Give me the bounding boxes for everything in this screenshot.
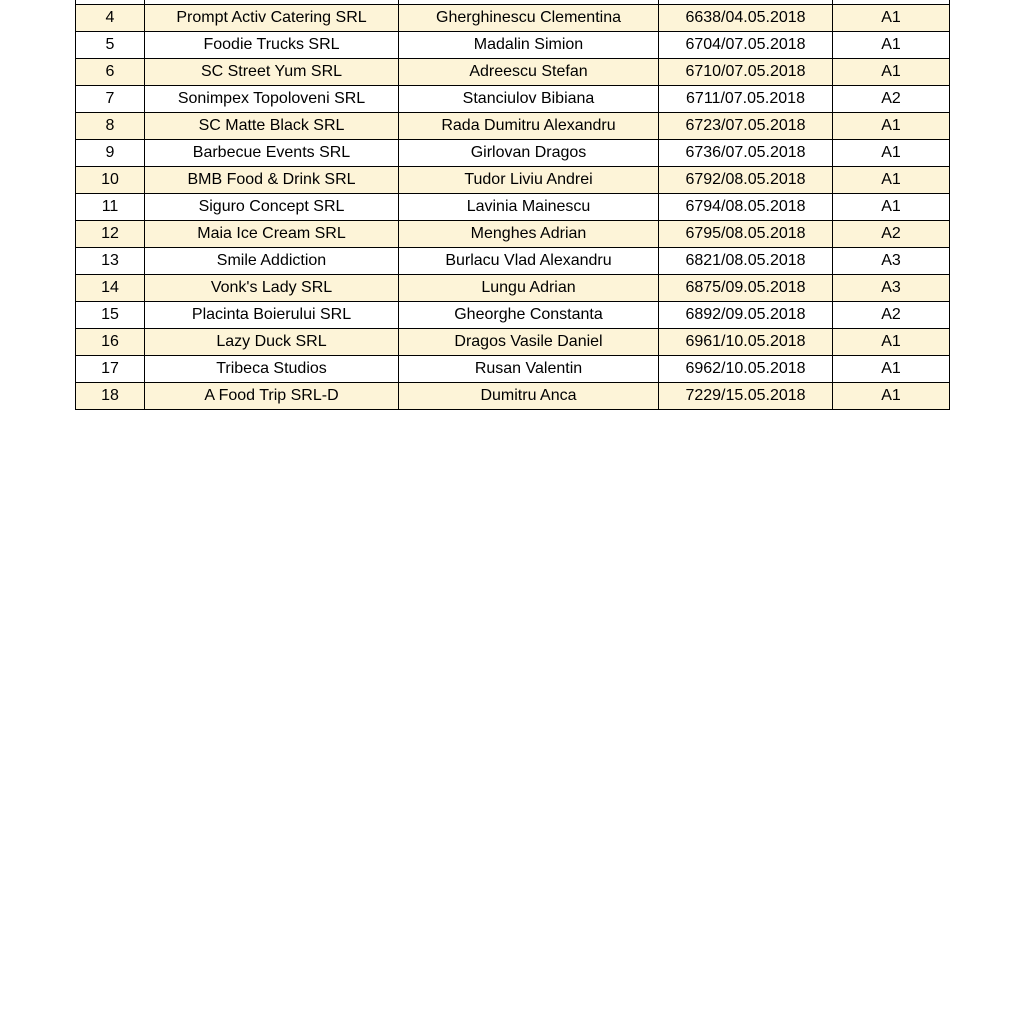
- cell-category: A1: [833, 194, 950, 221]
- cell-category: A1: [833, 167, 950, 194]
- cell-company: Placinta Boierului SRL: [145, 302, 399, 329]
- cell-company: Smile Addiction: [145, 248, 399, 275]
- registry-table: [75, 0, 950, 410]
- cell-person: Lavinia Mainescu: [399, 194, 659, 221]
- cell-registration: 6710/07.05.2018: [659, 59, 833, 86]
- table-row: [76, 59, 950, 86]
- cell-category: A1: [833, 5, 950, 32]
- cell-registration: 6794/08.05.2018: [659, 194, 833, 221]
- cell-registration: 6711/07.05.2018: [659, 86, 833, 113]
- cell-registration: 6961/10.05.2018: [659, 329, 833, 356]
- table-row: [76, 383, 950, 410]
- cell-company: SC Street Yum SRL: [145, 59, 399, 86]
- cell-nr: 14: [76, 275, 145, 302]
- cell-nr: 13: [76, 248, 145, 275]
- table-row: [76, 167, 950, 194]
- table-row: [76, 356, 950, 383]
- cell-company: Tribeca Studios: [145, 356, 399, 383]
- table-row: [76, 32, 950, 59]
- cell-nr: 11: [76, 194, 145, 221]
- cell-registration: 6723/07.05.2018: [659, 113, 833, 140]
- cell-registration: 7229/15.05.2018: [659, 383, 833, 410]
- cell-nr: 16: [76, 329, 145, 356]
- cell-person: Gherghinescu Clementina: [399, 5, 659, 32]
- cell-company: Maia Ice Cream SRL: [145, 221, 399, 248]
- cell-nr: 17: [76, 356, 145, 383]
- cell-company: Siguro Concept SRL: [145, 194, 399, 221]
- cell-company: Vonk's Lady SRL: [145, 275, 399, 302]
- cell-nr: 7: [76, 86, 145, 113]
- cell-registration: 6792/08.05.2018: [659, 167, 833, 194]
- cell-person: Gheorghe Constanta: [399, 302, 659, 329]
- cell-nr: 9: [76, 140, 145, 167]
- table-row: [76, 248, 950, 275]
- cell-company: Prompt Activ Catering SRL: [145, 5, 399, 32]
- registry-table-wrapper: [75, 0, 949, 410]
- cell-nr: 5: [76, 32, 145, 59]
- cell-category: A1: [833, 329, 950, 356]
- cell-person: Stanciulov Bibiana: [399, 86, 659, 113]
- cell-person: Rusan Valentin: [399, 356, 659, 383]
- cell-person: Rada Dumitru Alexandru: [399, 113, 659, 140]
- cell-category: A1: [833, 32, 950, 59]
- cell-nr: 8: [76, 113, 145, 140]
- cell-registration: 6892/09.05.2018: [659, 302, 833, 329]
- table-row: [76, 140, 950, 167]
- table-row: [76, 194, 950, 221]
- cell-registration: 6736/07.05.2018: [659, 140, 833, 167]
- cell-person: Dumitru Anca: [399, 383, 659, 410]
- cell-nr: 10: [76, 167, 145, 194]
- cell-person: Lungu Adrian: [399, 275, 659, 302]
- cell-nr: 6: [76, 59, 145, 86]
- cell-person: Madalin Simion: [399, 32, 659, 59]
- cell-person: Adreescu Stefan: [399, 59, 659, 86]
- cell-registration: 6795/08.05.2018: [659, 221, 833, 248]
- cell-company: Foodie Trucks SRL: [145, 32, 399, 59]
- cell-nr: 12: [76, 221, 145, 248]
- cell-registration: 6821/08.05.2018: [659, 248, 833, 275]
- table-row: [76, 221, 950, 248]
- cell-person: Burlacu Vlad Alexandru: [399, 248, 659, 275]
- cell-company: BMB Food & Drink SRL: [145, 167, 399, 194]
- cell-category: A3: [833, 275, 950, 302]
- table-row: [76, 86, 950, 113]
- cell-category: A1: [833, 356, 950, 383]
- table-row: [76, 329, 950, 356]
- cell-category: A1: [833, 113, 950, 140]
- cell-category: A2: [833, 86, 950, 113]
- cell-category: A2: [833, 302, 950, 329]
- table-row: [76, 275, 950, 302]
- cell-person: Dragos Vasile Daniel: [399, 329, 659, 356]
- cell-person: Menghes Adrian: [399, 221, 659, 248]
- cell-nr: 4: [76, 5, 145, 32]
- table-row: [76, 302, 950, 329]
- cell-company: Lazy Duck SRL: [145, 329, 399, 356]
- cell-registration: 6962/10.05.2018: [659, 356, 833, 383]
- cell-category: A1: [833, 140, 950, 167]
- table-row: [76, 5, 950, 32]
- cell-nr: 18: [76, 383, 145, 410]
- cell-company: A Food Trip SRL-D: [145, 383, 399, 410]
- cell-registration: 6704/07.05.2018: [659, 32, 833, 59]
- cell-nr: 15: [76, 302, 145, 329]
- registry-table-body: [76, 0, 950, 410]
- cell-category: A2: [833, 221, 950, 248]
- cell-category: A1: [833, 383, 950, 410]
- cell-registration: 6875/09.05.2018: [659, 275, 833, 302]
- table-row: [76, 113, 950, 140]
- cell-company: Barbecue Events SRL: [145, 140, 399, 167]
- cell-category: A3: [833, 248, 950, 275]
- cell-registration: 6638/04.05.2018: [659, 5, 833, 32]
- cell-person: Girlovan Dragos: [399, 140, 659, 167]
- cell-company: SC Matte Black SRL: [145, 113, 399, 140]
- cell-person: Tudor Liviu Andrei: [399, 167, 659, 194]
- cell-category: A1: [833, 59, 950, 86]
- cell-company: Sonimpex Topoloveni SRL: [145, 86, 399, 113]
